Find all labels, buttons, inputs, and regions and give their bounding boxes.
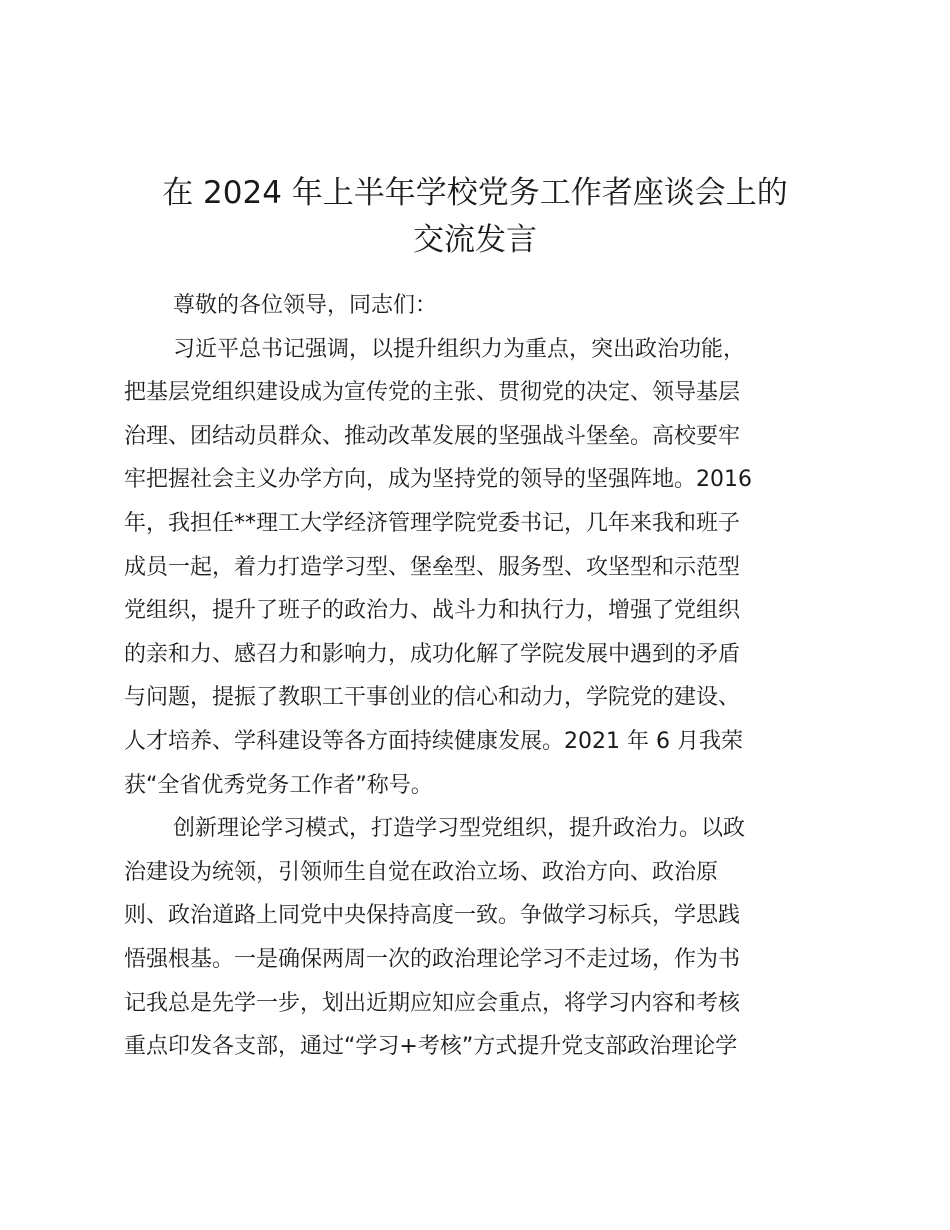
document-body <box>124 284 834 1069</box>
paragraph-line: 人才培养、学科建设等各方面持续健康发展。2021 年 6 月我荣 <box>124 728 743 754</box>
title-line: 在 2024 年上半年学校党务工作者座谈会上的 <box>162 175 788 211</box>
paragraph-line: 与问题，提振了教职工干事创业的信心和动力，学院党的建设、 <box>124 685 741 711</box>
salutation-line: 尊敬的各位领导，同志们： <box>173 293 438 318</box>
paragraph-line: 治理、团结动员群众、推动改革发展的坚强战斗堡垒。高校要牢 <box>124 423 741 449</box>
paragraph-line: 成员一起，着力打造学习型、堡垒型、服务型、攻坚型和示范型 <box>124 554 741 580</box>
paragraph-line: 获“全省优秀党务工作者”称号。 <box>124 772 433 798</box>
paragraph-line: 记我总是先学一步，划出近期应知应会重点，将学习内容和考核 <box>124 990 741 1016</box>
paragraph-line: 悟强根基。一是确保两周一次的政治理论学习不走过场，作为书 <box>124 946 741 972</box>
paragraph-line: 治建设为统领，引领师生自觉在政治立场、政治方向、政治原 <box>124 859 719 885</box>
paragraph-line: 创新理论学习模式，打造学习型党组织，提升政治力。以政 <box>173 816 746 842</box>
paragraph-line: 党组织，提升了班子的政治力、战斗力和执行力，增强了党组织 <box>124 598 741 624</box>
paragraph-line: 重点印发各支部，通过“学习+考核”方式提升党支部政治理论学 <box>124 1034 738 1060</box>
paragraph-line: 习近平总书记强调，以提升组织力为重点，突出政治功能， <box>173 336 746 362</box>
title-line: 交流发言 <box>413 222 537 258</box>
paragraph-line: 把基层党组织建设成为宣传党的主张、贯彻党的决定、领导基层 <box>124 380 741 406</box>
paragraph-line: 年，我担任**理工大学经济管理学院党委书记，几年来我和班子 <box>124 510 741 536</box>
document-title <box>0 170 950 264</box>
paragraph-line: 牢把握社会主义办学方向，成为坚持党的领导的坚强阵地。2016 <box>124 467 752 493</box>
paragraph-line: 则、政治道路上同党中央保持高度一致。争做学习标兵，学思践 <box>124 903 741 929</box>
paragraph-line: 的亲和力、感召力和影响力，成功化解了学院发展中遇到的矛盾 <box>124 641 741 667</box>
